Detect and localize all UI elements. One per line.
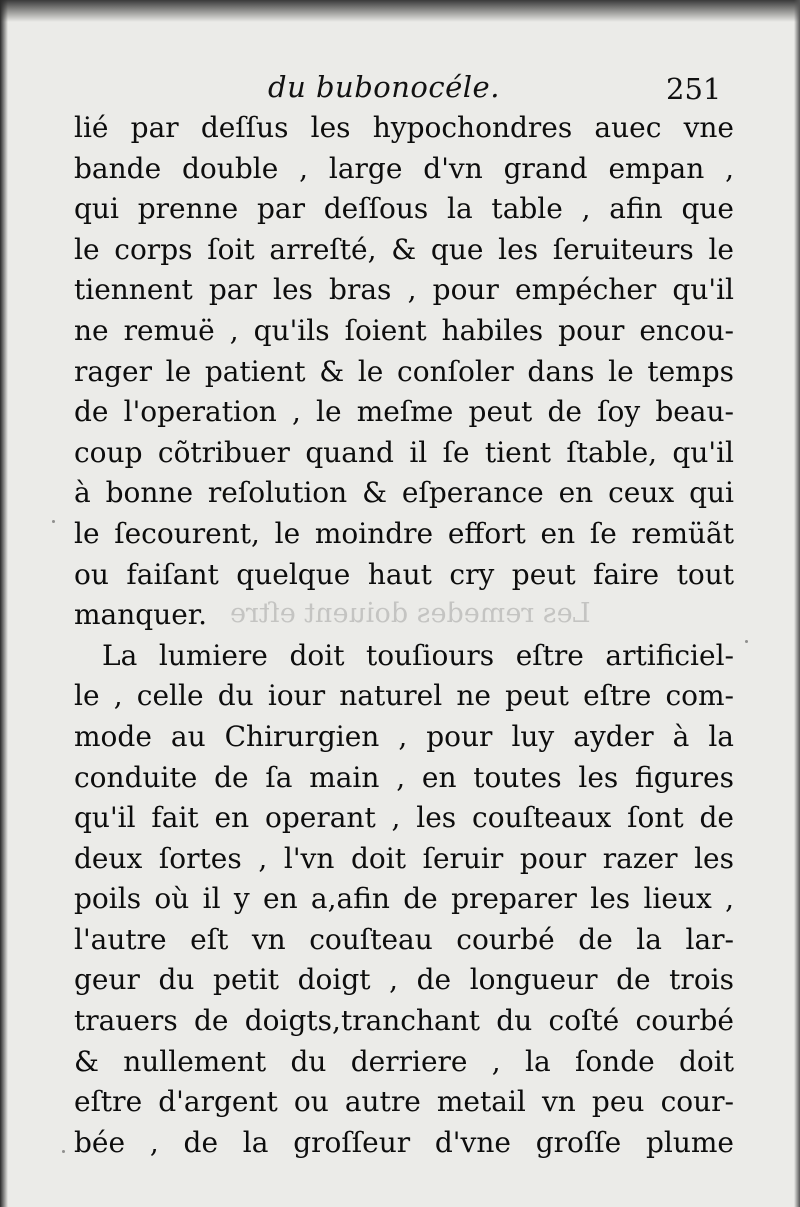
text-line: geur du petit doigt , de longueur de trois: [74, 963, 734, 997]
text-line: & nullement du derriere , la ſonde doit: [74, 1044, 734, 1078]
text-line: rager le patient & le conſoler dans le temps: [74, 354, 734, 388]
page-left-edge: [0, 0, 8, 1207]
text-line: conduite de ſa main , en toutes les figures: [74, 760, 734, 794]
paper-speck: [745, 640, 748, 643]
page-top-shadow: [0, 0, 800, 22]
text-line: le ſecourent, le moindre effort en ſe remüãt: [74, 516, 734, 550]
text-line: coup cõtribuer quand il ſe tient ſtable, qu'il: [74, 435, 734, 469]
text-line: bée , de la groſſeur d'vne groſſe plume: [74, 1125, 734, 1159]
page-number: 251: [666, 72, 722, 106]
text-line: le , celle du iour naturel ne peut eſtre com-: [74, 679, 734, 713]
text-line: ne remuë , qu'ils ſoient habiles pour encou-: [74, 313, 734, 347]
page-header: [0, 70, 800, 110]
text-line: qui prenne par deſſous la table , afin que: [74, 192, 734, 226]
text-line: deux ſortes , l'vn doit ſeruir pour razer les: [74, 841, 734, 875]
paper-speck: [52, 520, 55, 523]
text-line: qu'il fait en operant , les couſteaux ſont de: [74, 801, 734, 835]
text-line: manquer.: [74, 598, 208, 632]
text-line: de l'operation , le meſme peut de ſoy beau-: [74, 395, 734, 429]
paper-speck: [62, 1150, 65, 1153]
page-right-edge: [794, 0, 800, 1207]
text-line: l'autre eſt vn couſteau courbé de la lar-: [74, 922, 734, 956]
body-text: [74, 108, 734, 1163]
text-line: trauers de doigts,tranchant du coſté courbé: [74, 1004, 734, 1038]
text-line: poils où il y en a,afin de preparer les lieux ,: [74, 882, 734, 916]
text-line: mode au Chirurgien , pour luy ayder à la: [74, 719, 734, 753]
show-through-text: Les remedes doiuent eſtre: [230, 598, 591, 629]
text-line: lié par deſſus les hypochondres auec vne: [74, 111, 734, 144]
text-line: le corps ſoit arreſté, & que les ſeruiteurs le: [74, 232, 734, 266]
text-line: ou faiſant quelque haut cry peut faire tout: [74, 557, 734, 591]
text-line: bande double , large d'vn grand empan ,: [74, 151, 734, 185]
text-line: tiennent par les bras , pour empécher qu'il: [74, 273, 734, 307]
paragraph-start-line: La lumiere doit touſiours eſtre artificiel-: [102, 638, 734, 672]
running-head: du bubonocéle.: [268, 70, 500, 104]
text-line: eſtre d'argent ou autre metail vn peu cour-: [74, 1085, 734, 1119]
text-line: à bonne reſolution & eſperance en ceux qui: [74, 476, 734, 510]
